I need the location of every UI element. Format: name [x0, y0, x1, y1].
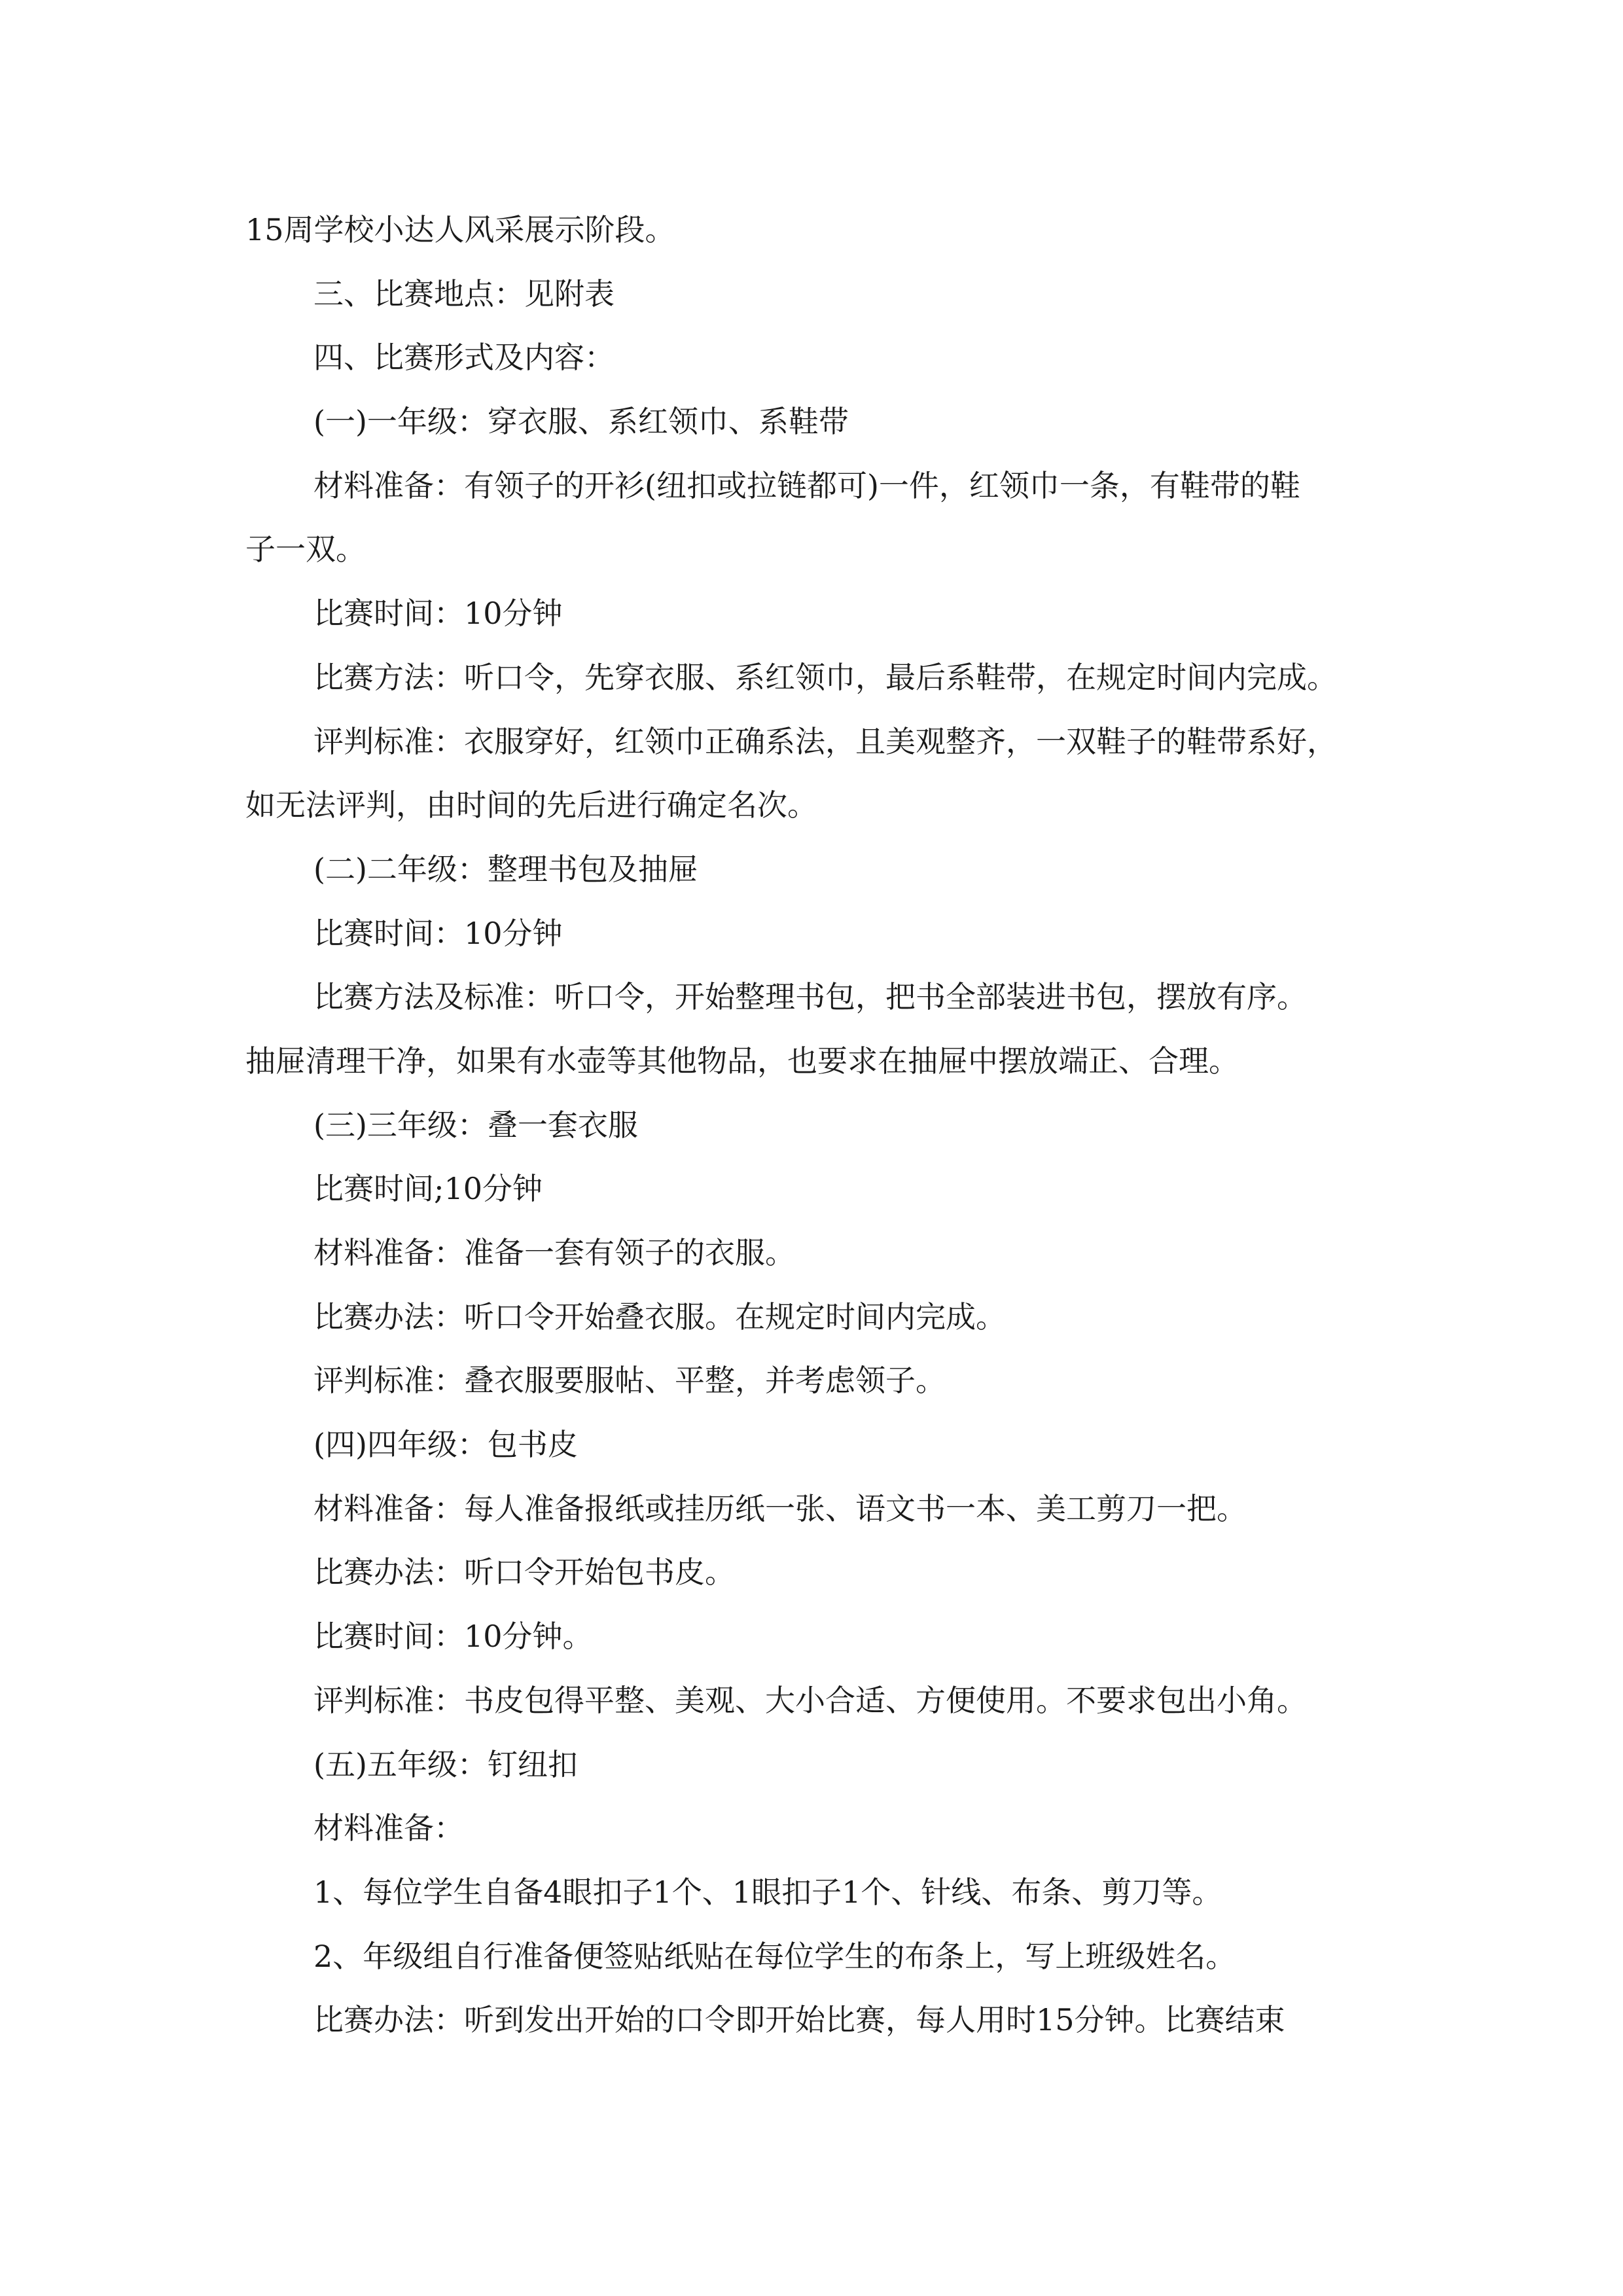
text-line-5: 材料准备：有领子的开衫(纽扣或拉链都可)一件，红领巾一条，有鞋带的鞋 [313, 467, 1300, 503]
grade-1-heading: (一)一年级：穿衣服、系红领巾、系鞋带 [313, 404, 849, 440]
grade-5-heading: (五)五年级：钉纽扣 [313, 1746, 578, 1782]
text-line-26: 材料准备： [313, 1810, 464, 1846]
section-heading-location: 三、比赛地点：见附表 [313, 276, 615, 312]
text-line-16: 比赛时间;10分钟 [313, 1171, 543, 1207]
grade-3-heading: (三)三年级：叠一套衣服 [313, 1107, 638, 1143]
text-line-29: 比赛办法：听到发出开始的口令即开始比赛，每人用时15分钟。比赛结束 [313, 2002, 1285, 2038]
text-line-23: 比赛时间：10分钟。 [313, 1619, 593, 1655]
text-line-27: 1、每位学生自备4眼扣子1个、1眼扣子1个、针线、布条、剪刀等。 [313, 1874, 1222, 1910]
text-line-12: 比赛时间：10分钟 [313, 915, 563, 951]
text-line-21: 材料准备：每人准备报纸或挂历纸一张、语文书一本、美工剪刀一把。 [313, 1490, 1247, 1526]
text-line-24: 评判标准：书皮包得平整、美观、大小合适、方便使用。不要求包出小角。 [313, 1682, 1307, 1718]
text-line-1: 15周学校小达人风采展示阶段。 [245, 212, 675, 247]
text-line-8: 比赛方法：听口令，先穿衣服、系红领巾，最后系鞋带，在规定时间内完成。 [313, 659, 1337, 695]
text-line-6: 子一双。 [245, 531, 366, 567]
text-line-9: 评判标准：衣服穿好，红领巾正确系法，且美观整齐，一双鞋子的鞋带系好， [313, 723, 1337, 759]
section-heading-format: 四、比赛形式及内容： [313, 340, 615, 376]
text-line-28: 2、年级组自行准备便签贴纸贴在每位学生的布条上，写上班级姓名。 [313, 1938, 1236, 1974]
text-line-7: 比赛时间：10分钟 [313, 596, 563, 632]
text-line-19: 评判标准：叠衣服要服帖、平整，并考虑领子。 [313, 1363, 946, 1399]
text-line-13: 比赛方法及标准：听口令，开始整理书包，把书全部装进书包，摆放有序。 [313, 979, 1307, 1015]
text-line-17: 材料准备：准备一套有领子的衣服。 [313, 1235, 795, 1270]
text-line-14: 抽屉清理干净，如果有水壶等其他物品，也要求在抽屉中摆放端正、合理。 [245, 1043, 1239, 1079]
grade-2-heading: (二)二年级：整理书包及抽屉 [313, 851, 698, 887]
text-line-10: 如无法评判，由时间的先后进行确定名次。 [245, 787, 817, 823]
text-line-18: 比赛办法：听口令开始叠衣服。在规定时间内完成。 [313, 1299, 1006, 1335]
document-body [245, 198, 1397, 2053]
text-line-22: 比赛办法：听口令开始包书皮。 [313, 1554, 735, 1590]
grade-4-heading: (四)四年级：包书皮 [313, 1427, 578, 1463]
